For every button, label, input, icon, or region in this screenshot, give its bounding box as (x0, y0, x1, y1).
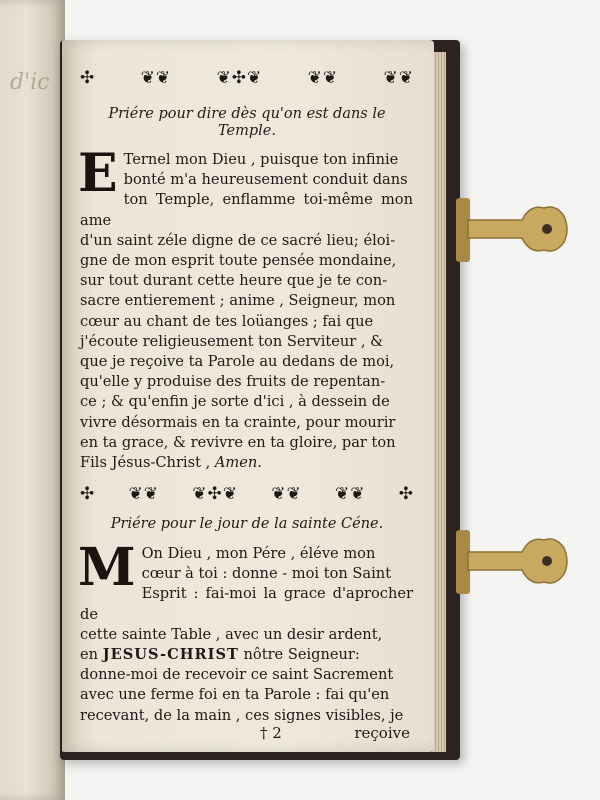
text-line: donne-moi de recevoir ce saint Sacrement (80, 666, 394, 684)
text-line: avec une ferme foi en ta Parole : fai qu'en (80, 686, 390, 704)
text-line: bonté m'a heureusement conduit dans (123, 171, 408, 189)
page-fore-edge (432, 52, 446, 752)
text-line: Esprit : fai-moi la grace d'aprocher de (80, 585, 413, 623)
prayer1-title: Priére pour dire dès qu'on est dans le Temple. (108, 106, 386, 139)
prayer2-drop-cap: M (78, 537, 136, 598)
ornament-band-middle (80, 484, 414, 504)
fleuron-icon: ✣ (398, 484, 414, 504)
text-line: ton Temple, enflamme toi-même mon ame (80, 191, 413, 229)
prayer2-title: Priére pour le jour de la sainte Céne. (110, 516, 384, 532)
printed-page (62, 40, 434, 752)
fleuron-icon: ✣ (80, 68, 96, 88)
fleuron-icon: ❦❦ (271, 484, 302, 504)
left-page-ghost-text: d'ic (10, 70, 50, 95)
text-line: d'un saint zéle digne de ce sacré lieu; éloi- (80, 231, 396, 249)
caps-name: JESUS-CHRIST (102, 646, 239, 664)
text-line: j'écoute religieusement ton Serviteur , & (80, 332, 384, 350)
signature-mark: † 2 (260, 724, 282, 742)
fleuron-icon: ❦✣❦ (192, 484, 238, 504)
text-line: gne de mon esprit toute pensée mondaine, (80, 252, 397, 270)
fleuron-icon: ✣ (80, 484, 96, 504)
prayer1-text (78, 143, 413, 473)
prayer2-text (78, 537, 413, 726)
text-line: Ternel mon Dieu , puisque ton infinie (123, 151, 399, 168)
text-line: cette sainte Table , avec un desir ardent, (80, 625, 383, 643)
last-line-start: Fils Jésus-Christ , (80, 454, 211, 472)
fleuron-icon: ❦❦ (128, 484, 159, 504)
text-line: vivre désormais en ta crainte, pour mourir (80, 413, 396, 431)
text-line: en ta grace, & revivre en ta gloire, par ton (80, 433, 396, 451)
fleuron-icon: ❦❦ (334, 484, 366, 504)
prayer1-drop-cap: E (78, 143, 118, 204)
catchword: reçoive (354, 724, 410, 742)
text-line: recevant, de la main , ces signes visibles, je (80, 706, 404, 724)
brass-clasp-top (452, 190, 572, 270)
fleuron-icon: ❦❦ (383, 68, 414, 88)
text-line: qu'elle y produise des fruits de repentan- (80, 373, 386, 391)
ornament-band-top (80, 68, 414, 88)
text-line: cœur au chant de tes loüanges ; fai que (80, 312, 374, 330)
text-line (80, 645, 413, 665)
text-line (80, 453, 413, 473)
text-line: On Dieu , mon Pére , éléve mon (141, 545, 376, 562)
left-facing-page (0, 0, 65, 800)
amen-word: Amen. (214, 454, 262, 472)
text-line: cœur à toi : donne - moi ton Saint (141, 565, 392, 583)
page-footer (82, 724, 412, 744)
text-line: sur tout durant cette heure que je te con- (80, 272, 388, 290)
text-line: ce ; & qu'enfin je sorte d'ici , à dessein de (80, 393, 390, 411)
fleuron-icon: ❦✣❦ (216, 68, 263, 88)
fleuron-icon: ❦❦ (140, 68, 172, 88)
text-fragment: en (80, 646, 99, 664)
text-line: sacre entierement ; anime , Seigneur, mon (80, 292, 396, 310)
fleuron-icon: ❦❦ (307, 68, 339, 88)
text-fragment: nôtre Seigneur: (243, 646, 360, 664)
brass-clasp-bottom (452, 522, 572, 602)
text-line: que je reçoive ta Parole au dedans de moi, (80, 353, 395, 371)
